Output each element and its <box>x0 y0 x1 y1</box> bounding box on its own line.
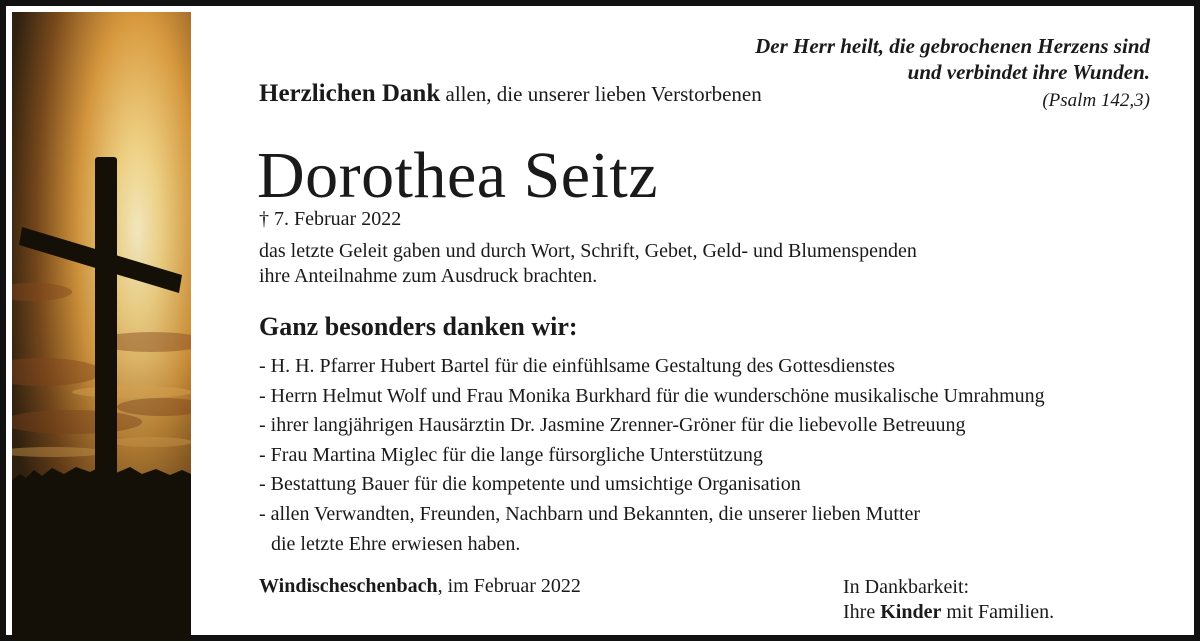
gratitude-label: In Dankbarkeit: <box>843 576 970 598</box>
obituary-text <box>191 12 1188 629</box>
signed-by <box>843 600 1054 625</box>
thanks-intro-rest: allen, die unserer lieben Verstorbenen <box>445 82 762 106</box>
list-item: - Herrn Helmut Wolf und Frau Monika Burkhard für die wunderschöne musikalische Umrahmung <box>259 384 1045 407</box>
signed-children: Kinder <box>880 601 942 623</box>
list-item: - H. H. Pfarrer Hubert Bartel für die einfühlsame Gestaltung des Gottesdienstes <box>259 355 895 377</box>
thanks-intro <box>259 80 762 108</box>
sunset-cross-image <box>12 12 191 641</box>
date: , im Februar 2022 <box>437 575 581 597</box>
place: Windischeschenbach <box>259 575 438 597</box>
signed-suffix: mit Familien. <box>946 601 1055 623</box>
thanks-intro-bold: Herzlichen Dank <box>259 80 441 107</box>
special-thanks-heading: Ganz besonders danken wir: <box>259 312 578 341</box>
bible-quote-line-2: und verbindet ihre Wunden. <box>907 60 1150 84</box>
signature-block <box>843 575 1054 625</box>
paragraph-line-1: das letzte Geleit gaben und durch Wort, Schrift, Gebet, Geld- und Blumenspenden <box>259 240 917 262</box>
cross-icon <box>12 12 191 641</box>
deceased-name: Dorothea Seitz <box>257 139 659 212</box>
bible-quote-line-1: Der Herr heilt, die gebrochenen Herzens sind <box>755 34 1150 58</box>
death-date: † 7. Februar 2022 <box>259 208 402 230</box>
list-item: - ihrer langjährigen Hausärztin Dr. Jasmine Zrenner-Gröner für die liebevolle Betreuung <box>259 414 966 437</box>
place-date <box>259 575 581 598</box>
list-item-continuation: die letzte Ehre erwiesen haben. <box>271 532 521 555</box>
list-item: - Frau Martina Miglec für die lange fürsorgliche Unterstützung <box>259 443 763 466</box>
list-item: - Bestattung Bauer für die kompetente und umsichtige Organisation <box>259 473 801 496</box>
list-item: - allen Verwandten, Freunden, Nachbarn und Bekannten, die unserer lieben Mutter <box>259 502 921 525</box>
bible-quote-source: (Psalm 142,3) <box>1042 90 1150 111</box>
signed-prefix: Ihre <box>843 601 876 623</box>
special-thanks-list <box>259 352 1045 559</box>
paragraph-line-2: ihre Anteilnahme zum Ausdruck brachten. <box>259 265 598 287</box>
